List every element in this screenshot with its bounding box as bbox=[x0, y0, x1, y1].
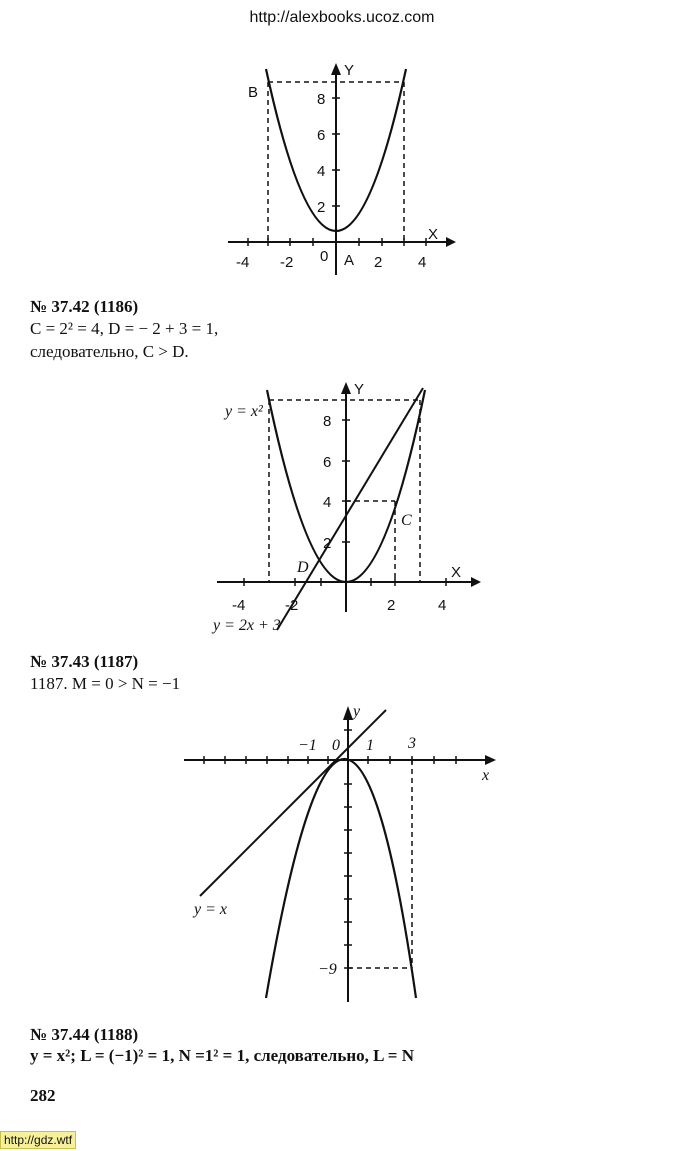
y-tick-label: −9 bbox=[318, 961, 337, 978]
line-label: y = 2x + 3 bbox=[213, 617, 281, 634]
parabola-label: y = x² bbox=[225, 403, 263, 420]
problem-text: следовательно, C > D. bbox=[30, 342, 189, 361]
y-tick-label: 4 bbox=[317, 163, 326, 180]
point-d-label: D bbox=[297, 559, 309, 576]
x-tick-label: -4 bbox=[232, 597, 246, 614]
y-tick-label: 4 bbox=[323, 494, 332, 511]
header-url: http://alexbooks.ucoz.com bbox=[249, 9, 435, 26]
point-a-label: A bbox=[344, 252, 355, 269]
problem-text: y = x²; L = (−1)² = 1, N =1² = 1, следовательно, L = N bbox=[30, 1046, 414, 1065]
arrow-head bbox=[343, 706, 353, 720]
x-tick-label: -4 bbox=[236, 254, 250, 271]
y-tick-label: 8 bbox=[323, 413, 332, 430]
arrow-head bbox=[331, 63, 341, 75]
y-tick-label: 8 bbox=[317, 91, 326, 108]
problem-number: № 37.44 (1188) bbox=[30, 1025, 139, 1044]
axis-x-label: x bbox=[482, 767, 490, 784]
problem-text: C = 2² = 4, D = − 2 + 3 = 1, bbox=[30, 319, 219, 338]
graph-parabola-line bbox=[205, 372, 490, 637]
arrow-head bbox=[485, 755, 496, 765]
y-tick-label: 6 bbox=[317, 127, 326, 144]
x-tick-label: 4 bbox=[418, 254, 427, 271]
graph-line bbox=[277, 388, 423, 630]
x-tick-label: 2 bbox=[374, 254, 383, 271]
problem-number: № 37.43 (1187) bbox=[30, 652, 139, 671]
problem-text: 1187. M = 0 > N = −1 bbox=[30, 674, 181, 693]
point-c-label: C bbox=[401, 512, 412, 529]
x-tick-label: 1 bbox=[366, 737, 374, 754]
arrow-head bbox=[446, 237, 456, 247]
axis-x-label: X bbox=[428, 226, 439, 243]
x-tick-label: -2 bbox=[280, 254, 294, 271]
x-tick-label: 0 bbox=[332, 737, 340, 754]
x-tick-label: -2 bbox=[285, 597, 299, 614]
x-tick-label: 3 bbox=[408, 735, 416, 752]
problem-number: № 37.42 (1186) bbox=[30, 297, 139, 316]
axis-x-label: X bbox=[451, 564, 462, 581]
arrow-head bbox=[471, 577, 481, 587]
arrow-head bbox=[341, 382, 351, 394]
axis-y-label: y bbox=[353, 703, 361, 720]
y-tick-label: 2 bbox=[323, 535, 332, 552]
x-tick-label: 4 bbox=[438, 597, 447, 614]
line-label: y = x bbox=[194, 901, 227, 918]
x-tick-label: 2 bbox=[387, 597, 396, 614]
page-number: 282 bbox=[30, 1086, 56, 1105]
axis-y-label: Y bbox=[354, 381, 365, 398]
x-tick-label: −1 bbox=[298, 737, 317, 754]
y-tick-label: 2 bbox=[317, 199, 326, 216]
x-tick-label: 0 bbox=[320, 248, 329, 265]
y-tick-label: 6 bbox=[323, 454, 332, 471]
site-badge[interactable]: http://gdz.wtf bbox=[0, 1131, 76, 1149]
axis-y-label: Y bbox=[344, 62, 355, 79]
point-b-label: B bbox=[248, 84, 259, 101]
graph-neg-parabola-line bbox=[180, 700, 505, 1005]
curve bbox=[266, 759, 416, 998]
graph-parabola-ab bbox=[220, 55, 460, 280]
